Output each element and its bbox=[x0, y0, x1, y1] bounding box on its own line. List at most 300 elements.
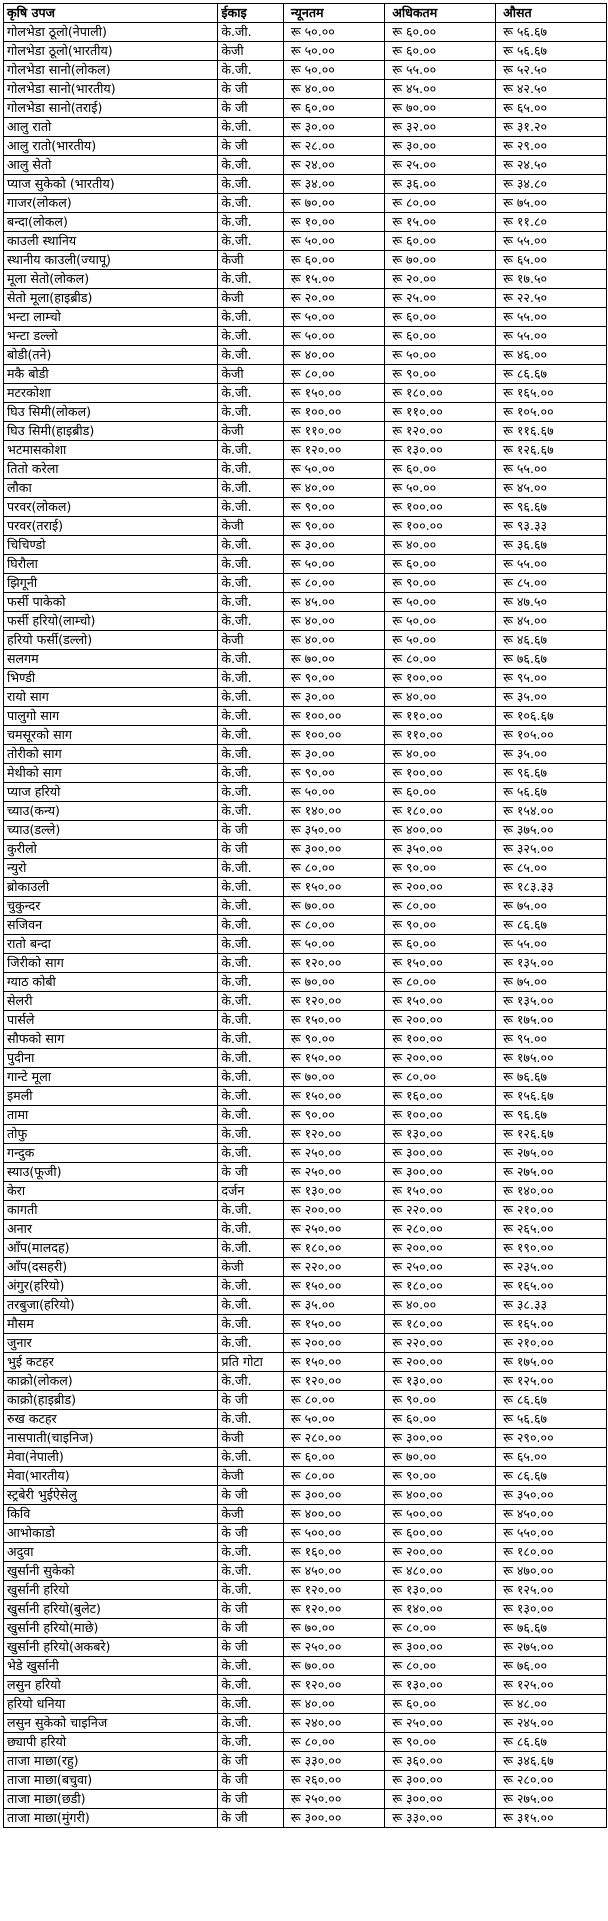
average-price-cell: रू ८६.६७ bbox=[496, 916, 607, 935]
average-price-cell: रू १२५.०० bbox=[496, 1581, 607, 1600]
average-price-cell: रू ९६.६७ bbox=[496, 498, 607, 517]
unit-cell: के.जी. bbox=[218, 403, 283, 422]
commodity-cell: परवर(तराई) bbox=[4, 517, 218, 536]
maximum-price-cell: रू ५०.०० bbox=[385, 479, 496, 498]
table-row bbox=[4, 1714, 607, 1733]
unit-cell: केजी bbox=[218, 1258, 283, 1277]
maximum-price-cell: रू २२०.०० bbox=[385, 1334, 496, 1353]
unit-cell: के जी bbox=[218, 1771, 283, 1790]
maximum-price-cell: रू २००.०० bbox=[385, 1239, 496, 1258]
maximum-price-cell: रू ९०.०० bbox=[385, 574, 496, 593]
commodity-cell: गन्दुक bbox=[4, 1144, 218, 1163]
minimum-price-cell: रू ८०.०० bbox=[283, 859, 384, 878]
minimum-price-cell: रू ५०.०० bbox=[283, 783, 384, 802]
unit-cell: के जी bbox=[218, 821, 283, 840]
minimum-price-cell: रू ३०.०० bbox=[283, 688, 384, 707]
average-price-cell: रू ५५.०० bbox=[496, 935, 607, 954]
average-price-cell: रू १२५.०० bbox=[496, 1372, 607, 1391]
commodity-cell: भुई कटहर bbox=[4, 1353, 218, 1372]
minimum-price-cell: रू ७०.०० bbox=[283, 973, 384, 992]
minimum-price-cell: रू २५०.०० bbox=[283, 1220, 384, 1239]
maximum-price-cell: रू ३००.०० bbox=[385, 1429, 496, 1448]
commodity-cell: केरा bbox=[4, 1182, 218, 1201]
minimum-price-cell: रू ५०.०० bbox=[283, 61, 384, 80]
unit-cell: प्रति गोटा bbox=[218, 1353, 283, 1372]
table-row bbox=[4, 574, 607, 593]
commodity-cell: गोलभेडा ठूलो(नेपाली) bbox=[4, 23, 218, 42]
table-row bbox=[4, 1543, 607, 1562]
table-row bbox=[4, 1182, 607, 1201]
average-price-cell: रू २१०.०० bbox=[496, 1334, 607, 1353]
table-row bbox=[4, 99, 607, 118]
maximum-price-cell: रू १५०.०० bbox=[385, 992, 496, 1011]
minimum-price-cell: रू २००.०० bbox=[283, 1334, 384, 1353]
commodity-cell: कुरीलो bbox=[4, 840, 218, 859]
table-row bbox=[4, 745, 607, 764]
header-maximum: अधिकतम bbox=[385, 4, 496, 23]
unit-cell: के.जी. bbox=[218, 232, 283, 251]
minimum-price-cell: रू ३०.०० bbox=[283, 118, 384, 137]
minimum-price-cell: रू ४५.०० bbox=[283, 593, 384, 612]
average-price-cell: रू ३५.०० bbox=[496, 688, 607, 707]
table-row bbox=[4, 1106, 607, 1125]
unit-cell: के.जी. bbox=[218, 327, 283, 346]
maximum-price-cell: रू ४८०.०० bbox=[385, 1562, 496, 1581]
average-price-cell: रू ३६.६७ bbox=[496, 536, 607, 555]
header-row bbox=[4, 4, 607, 23]
unit-cell: के.जी. bbox=[218, 1543, 283, 1562]
maximum-price-cell: रू १८०.०० bbox=[385, 802, 496, 821]
maximum-price-cell: रू ६०.०० bbox=[385, 327, 496, 346]
table-row bbox=[4, 840, 607, 859]
average-price-cell: रू ५५.०० bbox=[496, 327, 607, 346]
table-row bbox=[4, 1030, 607, 1049]
average-price-cell: रू ७६.०० bbox=[496, 1657, 607, 1676]
average-price-cell: रू ८५.०० bbox=[496, 859, 607, 878]
maximum-price-cell: रू ४०.०० bbox=[385, 536, 496, 555]
maximum-price-cell: रू १४०.०० bbox=[385, 1600, 496, 1619]
average-price-cell: रू १७५.०० bbox=[496, 1011, 607, 1030]
minimum-price-cell: रू ६०.०० bbox=[283, 251, 384, 270]
maximum-price-cell: रू ५०.०० bbox=[385, 631, 496, 650]
header-minimum: न्यूनतम bbox=[283, 4, 384, 23]
commodity-cell: भटमासकोशा bbox=[4, 441, 218, 460]
average-price-cell: रू ८६.६७ bbox=[496, 365, 607, 384]
commodity-cell: आलु रातो(भारतीय) bbox=[4, 137, 218, 156]
average-price-cell: रू ४६.६७ bbox=[496, 631, 607, 650]
maximum-price-cell: रू ६०.०० bbox=[385, 1695, 496, 1714]
commodity-cell: इमली bbox=[4, 1087, 218, 1106]
minimum-price-cell: रू ८०.०० bbox=[283, 1391, 384, 1410]
minimum-price-cell: रू २४.०० bbox=[283, 156, 384, 175]
maximum-price-cell: रू १८०.०० bbox=[385, 384, 496, 403]
unit-cell: के.जी. bbox=[218, 574, 283, 593]
average-price-cell: रू ३१.२० bbox=[496, 118, 607, 137]
table-row bbox=[4, 42, 607, 61]
minimum-price-cell: रू १००.०० bbox=[283, 726, 384, 745]
minimum-price-cell: रू ३००.०० bbox=[283, 840, 384, 859]
maximum-price-cell: रू ८०.०० bbox=[385, 1068, 496, 1087]
minimum-price-cell: रू २६०.०० bbox=[283, 1771, 384, 1790]
commodity-cell: फर्सी हरियो(लाम्चो) bbox=[4, 612, 218, 631]
average-price-cell: रू ३७५.०० bbox=[496, 821, 607, 840]
table-row bbox=[4, 1315, 607, 1334]
minimum-price-cell: रू २५०.०० bbox=[283, 1144, 384, 1163]
table-row bbox=[4, 593, 607, 612]
maximum-price-cell: रू ९०.०० bbox=[385, 1733, 496, 1752]
unit-cell: के.जी. bbox=[218, 61, 283, 80]
average-price-cell: रू २९.०० bbox=[496, 137, 607, 156]
commodity-cell: अदुवा bbox=[4, 1543, 218, 1562]
minimum-price-cell: रू १२०.०० bbox=[283, 1676, 384, 1695]
minimum-price-cell: रू १५०.०० bbox=[283, 878, 384, 897]
commodity-cell: च्याउ(डल्ले) bbox=[4, 821, 218, 840]
average-price-cell: रू १०६.६७ bbox=[496, 707, 607, 726]
average-price-cell: रू ३१५.०० bbox=[496, 1809, 607, 1828]
table-row bbox=[4, 1220, 607, 1239]
commodity-cell: नासपाती(चाइनिज) bbox=[4, 1429, 218, 1448]
commodity-cell: पालुगो साग bbox=[4, 707, 218, 726]
maximum-price-cell: रू १३०.०० bbox=[385, 1676, 496, 1695]
maximum-price-cell: रू २००.०० bbox=[385, 1543, 496, 1562]
commodity-cell: प्याज हरियो bbox=[4, 783, 218, 802]
average-price-cell: रू ५६.६७ bbox=[496, 23, 607, 42]
maximum-price-cell: रू ८०.०० bbox=[385, 194, 496, 213]
table-row bbox=[4, 1144, 607, 1163]
table-row bbox=[4, 821, 607, 840]
unit-cell: केजी bbox=[218, 631, 283, 650]
commodity-cell: जुनार bbox=[4, 1334, 218, 1353]
table-row bbox=[4, 1638, 607, 1657]
commodity-cell: फर्सी पाकेको bbox=[4, 593, 218, 612]
commodity-cell: रायो साग bbox=[4, 688, 218, 707]
commodity-cell: घिउ सिमी(हाइब्रीड) bbox=[4, 422, 218, 441]
table-row bbox=[4, 1201, 607, 1220]
table-row bbox=[4, 707, 607, 726]
table-body bbox=[4, 23, 607, 1828]
average-price-cell: रू १३०.०० bbox=[496, 1600, 607, 1619]
maximum-price-cell: रू १००.०० bbox=[385, 517, 496, 536]
unit-cell: केजी bbox=[218, 42, 283, 61]
unit-cell: केजी bbox=[218, 289, 283, 308]
minimum-price-cell: रू १२०.०० bbox=[283, 1600, 384, 1619]
average-price-cell: रू १६५.०० bbox=[496, 1277, 607, 1296]
commodity-cell: काक्रो(हाइब्रीड) bbox=[4, 1391, 218, 1410]
minimum-price-cell: रू ४०.०० bbox=[283, 631, 384, 650]
maximum-price-cell: रू ३००.०० bbox=[385, 1144, 496, 1163]
commodity-cell: गान्टे मूला bbox=[4, 1068, 218, 1087]
average-price-cell: रू १७५.०० bbox=[496, 1353, 607, 1372]
table-row bbox=[4, 1334, 607, 1353]
table-row bbox=[4, 270, 607, 289]
commodity-cell: घिरौला bbox=[4, 555, 218, 574]
unit-cell: के.जी. bbox=[218, 1448, 283, 1467]
unit-cell: के.जी. bbox=[218, 745, 283, 764]
maximum-price-cell: रू ३००.०० bbox=[385, 1790, 496, 1809]
table-row bbox=[4, 1448, 607, 1467]
maximum-price-cell: रू २५.०० bbox=[385, 289, 496, 308]
unit-cell: के.जी. bbox=[218, 935, 283, 954]
commodity-cell: तामा bbox=[4, 1106, 218, 1125]
commodity-cell: बोडी(तने) bbox=[4, 346, 218, 365]
unit-cell: के.जी. bbox=[218, 346, 283, 365]
table-row bbox=[4, 1562, 607, 1581]
minimum-price-cell: रू १८०.०० bbox=[283, 1239, 384, 1258]
unit-cell: के.जी. bbox=[218, 707, 283, 726]
unit-cell: के जी bbox=[218, 1638, 283, 1657]
table-row bbox=[4, 441, 607, 460]
average-price-cell: रू १५६.६७ bbox=[496, 1087, 607, 1106]
maximum-price-cell: रू ४०.०० bbox=[385, 688, 496, 707]
table-row bbox=[4, 1391, 607, 1410]
average-price-cell: रू १६५.०० bbox=[496, 384, 607, 403]
table-row bbox=[4, 1676, 607, 1695]
average-price-cell: रू १७.५० bbox=[496, 270, 607, 289]
unit-cell: के.जी. bbox=[218, 555, 283, 574]
minimum-price-cell: रू ८०.०० bbox=[283, 1467, 384, 1486]
commodity-cell: ताजा माछा(रहु) bbox=[4, 1752, 218, 1771]
table-row bbox=[4, 688, 607, 707]
table-row bbox=[4, 1296, 607, 1315]
minimum-price-cell: रू ५०.०० bbox=[283, 1410, 384, 1429]
average-price-cell: रू १०५.०० bbox=[496, 726, 607, 745]
minimum-price-cell: रू ४०.०० bbox=[283, 1695, 384, 1714]
commodity-cell: खुर्सानी हरियो(बुलेट) bbox=[4, 1600, 218, 1619]
maximum-price-cell: रू ६०.०० bbox=[385, 460, 496, 479]
maximum-price-cell: रू ८०.०० bbox=[385, 1657, 496, 1676]
unit-cell: के.जी. bbox=[218, 1239, 283, 1258]
minimum-price-cell: रू ७०.०० bbox=[283, 1657, 384, 1676]
unit-cell: के.जी. bbox=[218, 536, 283, 555]
minimum-price-cell: रू १५०.०० bbox=[283, 1353, 384, 1372]
minimum-price-cell: रू ५०.०० bbox=[283, 23, 384, 42]
average-price-cell: रू ५६.६७ bbox=[496, 783, 607, 802]
average-price-cell: रू १२६.६७ bbox=[496, 1125, 607, 1144]
commodity-cell: आभोकाडो bbox=[4, 1524, 218, 1543]
table-row bbox=[4, 80, 607, 99]
average-price-cell: रू ८६.६७ bbox=[496, 1467, 607, 1486]
unit-cell: केजी bbox=[218, 251, 283, 270]
unit-cell: केजी bbox=[218, 422, 283, 441]
average-price-cell: रू ५५०.०० bbox=[496, 1524, 607, 1543]
commodity-cell: खुर्सानी हरियो bbox=[4, 1581, 218, 1600]
table-row bbox=[4, 802, 607, 821]
commodity-cell: हरियो धनिया bbox=[4, 1695, 218, 1714]
commodity-cell: ब्रोकाउली bbox=[4, 878, 218, 897]
minimum-price-cell: रू १२०.०० bbox=[283, 1581, 384, 1600]
minimum-price-cell: रू ३३०.०० bbox=[283, 1752, 384, 1771]
maximum-price-cell: रू २५.०० bbox=[385, 156, 496, 175]
average-price-cell: रू ११.८० bbox=[496, 213, 607, 232]
commodity-cell: घिउ सिमी(लोकल) bbox=[4, 403, 218, 422]
minimum-price-cell: रू १२०.०० bbox=[283, 1125, 384, 1144]
table-row bbox=[4, 498, 607, 517]
commodity-cell: लसुन हरियो bbox=[4, 1676, 218, 1695]
unit-cell: के.जी. bbox=[218, 384, 283, 403]
commodity-cell: स्ट्रबेरी भुईऐसेलु bbox=[4, 1486, 218, 1505]
table-row bbox=[4, 1467, 607, 1486]
maximum-price-cell: रू ४००.०० bbox=[385, 1486, 496, 1505]
unit-cell: के.जी. bbox=[218, 1030, 283, 1049]
unit-cell: के.जी. bbox=[218, 270, 283, 289]
table-row bbox=[4, 1790, 607, 1809]
table-row bbox=[4, 175, 607, 194]
maximum-price-cell: रू ३५०.०० bbox=[385, 840, 496, 859]
table-row bbox=[4, 232, 607, 251]
unit-cell: के.जी. bbox=[218, 213, 283, 232]
table-row bbox=[4, 1239, 607, 1258]
commodity-cell: सौफको साग bbox=[4, 1030, 218, 1049]
maximum-price-cell: रू ११०.०० bbox=[385, 726, 496, 745]
average-price-cell: रू २७५.०० bbox=[496, 1163, 607, 1182]
maximum-price-cell: रू ६०.०० bbox=[385, 308, 496, 327]
minimum-price-cell: रू ३००.०० bbox=[283, 1809, 384, 1828]
table-row bbox=[4, 1486, 607, 1505]
average-price-cell: रू ६५.०० bbox=[496, 251, 607, 270]
price-sheet bbox=[3, 3, 608, 1828]
commodity-cell: खुर्सानी सुकेको bbox=[4, 1562, 218, 1581]
average-price-cell: रू १७५.०० bbox=[496, 1049, 607, 1068]
minimum-price-cell: रू १६०.०० bbox=[283, 1543, 384, 1562]
commodity-cell: बन्दा(लोकल) bbox=[4, 213, 218, 232]
commodity-cell: लसुन सुकेको चाइनिज bbox=[4, 1714, 218, 1733]
unit-cell: के.जी. bbox=[218, 118, 283, 137]
maximum-price-cell: रू ३६०.०० bbox=[385, 1752, 496, 1771]
average-price-cell: रू ४७०.०० bbox=[496, 1562, 607, 1581]
minimum-price-cell: रू १५०.०० bbox=[283, 1277, 384, 1296]
minimum-price-cell: रू ४५०.०० bbox=[283, 1562, 384, 1581]
table-row bbox=[4, 536, 607, 555]
unit-cell: के.जी. bbox=[218, 460, 283, 479]
unit-cell: के जी bbox=[218, 840, 283, 859]
unit-cell: के.जी. bbox=[218, 726, 283, 745]
table-row bbox=[4, 1809, 607, 1828]
maximum-price-cell: रू १००.०० bbox=[385, 498, 496, 517]
maximum-price-cell: रू २००.०० bbox=[385, 1049, 496, 1068]
commodity-cell: सजिवन bbox=[4, 916, 218, 935]
maximum-price-cell: रू ३६.०० bbox=[385, 175, 496, 194]
commodity-cell: मटरकोशा bbox=[4, 384, 218, 403]
average-price-cell: रू १९०.०० bbox=[496, 1239, 607, 1258]
maximum-price-cell: रू ६०.०० bbox=[385, 42, 496, 61]
table-row bbox=[4, 1410, 607, 1429]
minimum-price-cell: रू २५०.०० bbox=[283, 1638, 384, 1657]
minimum-price-cell: रू ७०.०० bbox=[283, 194, 384, 213]
unit-cell: के.जी. bbox=[218, 1562, 283, 1581]
minimum-price-cell: रू ९०.०० bbox=[283, 1030, 384, 1049]
average-price-cell: रू ९३.३३ bbox=[496, 517, 607, 536]
minimum-price-cell: रू २८०.०० bbox=[283, 1429, 384, 1448]
unit-cell: के जी bbox=[218, 1163, 283, 1182]
commodity-cell: आँप(मालदह) bbox=[4, 1239, 218, 1258]
unit-cell: के.जी. bbox=[218, 954, 283, 973]
average-price-cell: रू ५५.०० bbox=[496, 308, 607, 327]
maximum-price-cell: रू ६००.०० bbox=[385, 1524, 496, 1543]
average-price-cell: रू १२६.६७ bbox=[496, 441, 607, 460]
unit-cell: दर्जन bbox=[218, 1182, 283, 1201]
table-row bbox=[4, 1695, 607, 1714]
maximum-price-cell: रू २००.०० bbox=[385, 1011, 496, 1030]
average-price-cell: रू २३५.०० bbox=[496, 1258, 607, 1277]
table-row bbox=[4, 251, 607, 270]
commodity-cell: गाजर(लोकल) bbox=[4, 194, 218, 213]
unit-cell: के जी bbox=[218, 80, 283, 99]
maximum-price-cell: रू १५.०० bbox=[385, 213, 496, 232]
maximum-price-cell: रू १००.०० bbox=[385, 764, 496, 783]
minimum-price-cell: रू १००.०० bbox=[283, 403, 384, 422]
minimum-price-cell: रू ४०.०० bbox=[283, 612, 384, 631]
commodity-cell: झिगूनी bbox=[4, 574, 218, 593]
unit-cell: के.जी. bbox=[218, 441, 283, 460]
average-price-cell: रू ६५.०० bbox=[496, 99, 607, 118]
maximum-price-cell: रू १२०.०० bbox=[385, 422, 496, 441]
minimum-price-cell: रू १५०.०० bbox=[283, 1011, 384, 1030]
maximum-price-cell: रू २८०.०० bbox=[385, 1220, 496, 1239]
commodity-cell: स्थानीय काउली(ज्यापू) bbox=[4, 251, 218, 270]
minimum-price-cell: रू ७०.०० bbox=[283, 1068, 384, 1087]
unit-cell: के.जी. bbox=[218, 156, 283, 175]
minimum-price-cell: रू ५०.०० bbox=[283, 555, 384, 574]
average-price-cell: रू २७५.०० bbox=[496, 1144, 607, 1163]
minimum-price-cell: रू २५०.०० bbox=[283, 1790, 384, 1809]
commodity-cell: कागती bbox=[4, 1201, 218, 1220]
maximum-price-cell: रू १५०.०० bbox=[385, 954, 496, 973]
unit-cell: के.जी. bbox=[218, 1733, 283, 1752]
header-commodity: कृषि उपज bbox=[4, 4, 218, 23]
table-row bbox=[4, 1087, 607, 1106]
table-row bbox=[4, 1258, 607, 1277]
minimum-price-cell: रू ५००.०० bbox=[283, 1524, 384, 1543]
average-price-cell: रू ८६.६७ bbox=[496, 1391, 607, 1410]
maximum-price-cell: रू ८०.०० bbox=[385, 650, 496, 669]
unit-cell: के जी bbox=[218, 1600, 283, 1619]
average-price-cell: रू ३५०.०० bbox=[496, 1486, 607, 1505]
average-price-cell: रू २७५.०० bbox=[496, 1638, 607, 1657]
table-row bbox=[4, 878, 607, 897]
unit-cell: के.जी. bbox=[218, 1581, 283, 1600]
table-row bbox=[4, 23, 607, 42]
unit-cell: के.जी. bbox=[218, 897, 283, 916]
unit-cell: के.जी. bbox=[218, 1657, 283, 1676]
table-row bbox=[4, 954, 607, 973]
commodity-cell: सेतो मूला(हाइब्रीड) bbox=[4, 289, 218, 308]
maximum-price-cell: रू ७०.०० bbox=[385, 99, 496, 118]
unit-cell: के.जी. bbox=[218, 669, 283, 688]
table-row bbox=[4, 479, 607, 498]
table-row bbox=[4, 365, 607, 384]
maximum-price-cell: रू १३०.०० bbox=[385, 441, 496, 460]
maximum-price-cell: रू २२०.०० bbox=[385, 1201, 496, 1220]
average-price-cell: रू १०५.०० bbox=[496, 403, 607, 422]
minimum-price-cell: रू १५०.०० bbox=[283, 1049, 384, 1068]
table-row bbox=[4, 327, 607, 346]
unit-cell: के.जी. bbox=[218, 688, 283, 707]
minimum-price-cell: रू ९०.०० bbox=[283, 498, 384, 517]
price-table bbox=[3, 3, 607, 1828]
average-price-cell: रू २९०.०० bbox=[496, 1429, 607, 1448]
unit-cell: के.जी. bbox=[218, 194, 283, 213]
average-price-cell: रू ३४.८० bbox=[496, 175, 607, 194]
table-row bbox=[4, 1353, 607, 1372]
unit-cell: के.जी. bbox=[218, 593, 283, 612]
average-price-cell: रू ८६.६७ bbox=[496, 1733, 607, 1752]
unit-cell: केजी bbox=[218, 1505, 283, 1524]
minimum-price-cell: रू १२०.०० bbox=[283, 441, 384, 460]
average-price-cell: रू ५५.०० bbox=[496, 460, 607, 479]
unit-cell: के.जी. bbox=[218, 878, 283, 897]
commodity-cell: चिचिण्डो bbox=[4, 536, 218, 555]
minimum-price-cell: रू ५०.०० bbox=[283, 935, 384, 954]
